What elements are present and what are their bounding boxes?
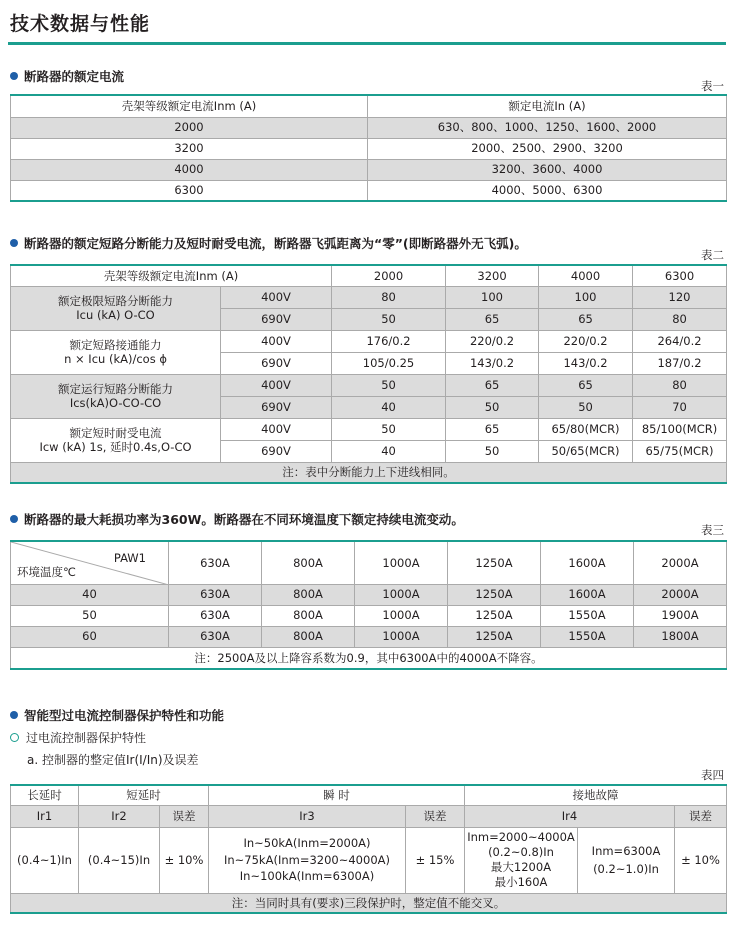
table2-voltage: 690V bbox=[221, 440, 332, 462]
table4-header-long: 长延时 bbox=[11, 785, 79, 805]
table3-cell: 1250A bbox=[448, 605, 541, 626]
table4-note: 注：当同时具有(要求)三段保护时，整定值不能交叉。 bbox=[11, 893, 727, 913]
table3-cell: 800A bbox=[262, 605, 355, 626]
table3-corner-cell bbox=[11, 541, 169, 584]
ground2-line: (0.2~1.0)In bbox=[593, 862, 659, 876]
group-label-line2: Icw (kA) 1s, 延时0.4s,O-CO bbox=[39, 440, 192, 454]
table2-cell: 50 bbox=[332, 374, 446, 396]
table3-tag: 表三 bbox=[701, 523, 724, 537]
table2-cell: 65/75(MCR) bbox=[633, 440, 727, 462]
table2-cell: 85/100(MCR) bbox=[633, 418, 727, 440]
table3-cell: 1900A bbox=[634, 605, 727, 626]
table1-cell: 630、800、1000、1250、1600、2000 bbox=[368, 117, 727, 138]
table3-cell: 800A bbox=[262, 584, 355, 605]
table2-group-label bbox=[11, 286, 221, 330]
table3-header-current: 630A bbox=[169, 541, 262, 584]
table3-cell: 1550A bbox=[541, 626, 634, 647]
table4-tag: 表四 bbox=[701, 768, 724, 782]
table4-ground-error: ± 10% bbox=[675, 827, 727, 893]
group-label-line1: 额定短时耐受电流 bbox=[69, 425, 162, 440]
table4-ir3: Ir3 bbox=[209, 805, 406, 827]
table4-instant-error: ± 15% bbox=[406, 827, 465, 893]
table3-corner-bottom: 环境温度℃ bbox=[17, 565, 76, 580]
section1-heading bbox=[10, 67, 124, 85]
table3-cell: 1000A bbox=[355, 605, 448, 626]
table2-cell: 100 bbox=[446, 286, 539, 308]
table2-cell: 65/80(MCR) bbox=[539, 418, 633, 440]
section2-heading bbox=[10, 234, 527, 252]
table3-cell: 630A bbox=[169, 626, 262, 647]
table3-cell: 1000A bbox=[355, 626, 448, 647]
table2-cell: 105/0.25 bbox=[332, 352, 446, 374]
table2-header-4000: 4000 bbox=[539, 265, 633, 286]
table2-cell: 50 bbox=[446, 440, 539, 462]
table1-header-current: 额定电流In (A) bbox=[368, 95, 727, 117]
table4-header-short: 短延时 bbox=[79, 785, 209, 805]
table2-cell: 40 bbox=[332, 440, 446, 462]
table3-cell: 1000A bbox=[355, 584, 448, 605]
table3-header-current: 1000A bbox=[355, 541, 448, 584]
table2-voltage: 690V bbox=[221, 308, 332, 330]
table2-header-2000: 2000 bbox=[332, 265, 446, 286]
table2-cell: 187/0.2 bbox=[633, 352, 727, 374]
ground-line: Inm=2000~4000A bbox=[467, 830, 575, 845]
ground2-line: Inm=6300A bbox=[591, 843, 661, 858]
table2-voltage: 400V bbox=[221, 330, 332, 352]
section4-heading-text: 智能型过电流控制器保护特性和功能 bbox=[24, 708, 225, 723]
table1-cell: 2000 bbox=[11, 117, 368, 138]
table2-voltage: 400V bbox=[221, 286, 332, 308]
group-label-line1: 额定运行短路分断能力 bbox=[58, 381, 173, 396]
table3-cell: 1800A bbox=[634, 626, 727, 647]
table1-rated-current bbox=[10, 94, 727, 202]
table2-tag: 表二 bbox=[701, 248, 724, 262]
table2-cell: 65 bbox=[539, 374, 633, 396]
table2-cell: 65 bbox=[446, 308, 539, 330]
table2-cell: 220/0.2 bbox=[539, 330, 633, 352]
instant-line: In~75kA(Inm=3200~4000A) bbox=[223, 852, 390, 867]
table4-header-instant: 瞬 时 bbox=[209, 785, 465, 805]
group-label-line2: Icu (kA) O-CO bbox=[76, 308, 155, 322]
table1-cell: 3200、3600、4000 bbox=[368, 159, 727, 180]
table2-group-label bbox=[11, 374, 221, 418]
table3-header-current: 1250A bbox=[448, 541, 541, 584]
table2-voltage: 690V bbox=[221, 352, 332, 374]
table1-tag: 表一 bbox=[701, 79, 724, 93]
table3-cell: 50 bbox=[11, 605, 169, 626]
group-label-line1: 额定极限短路分断能力 bbox=[58, 293, 173, 308]
title-rule bbox=[8, 42, 726, 45]
group-label-line1: 额定短路接通能力 bbox=[69, 337, 162, 352]
table1-cell: 4000、5000、6300 bbox=[368, 180, 727, 201]
section3-heading bbox=[10, 510, 464, 528]
table2-cell: 65 bbox=[446, 374, 539, 396]
table2-cell: 50 bbox=[332, 418, 446, 440]
page-title: 技术数据与性能 bbox=[10, 13, 151, 35]
table4-err-short: 误差 bbox=[160, 805, 209, 827]
ground-line: (0.2~0.8)In bbox=[488, 845, 554, 860]
table2-cell: 65 bbox=[539, 308, 633, 330]
bullet-dot-icon bbox=[10, 239, 18, 247]
table3-cell: 630A bbox=[169, 605, 262, 626]
table3-cell: 1550A bbox=[541, 605, 634, 626]
table4-ir4: Ir4 bbox=[465, 805, 675, 827]
ground-line: 最大1200A bbox=[490, 860, 552, 874]
table1-header-frame: 壳架等级额定电流Inm (A) bbox=[11, 95, 368, 117]
table3-cell: 2000A bbox=[634, 584, 727, 605]
ground-line: 最小160A bbox=[494, 874, 548, 889]
table4-ground-6300 bbox=[578, 827, 675, 893]
table3-header-current: 1600A bbox=[541, 541, 634, 584]
table3-header-current: 2000A bbox=[634, 541, 727, 584]
table3-note: 注：2500A及以上降容系数为0.9，其中6300A中的4000A不降容。 bbox=[11, 647, 727, 669]
table2-cell: 80 bbox=[332, 286, 446, 308]
table4-protection-settings bbox=[10, 784, 727, 914]
table2-group-label bbox=[11, 330, 221, 374]
table2-note: 注：表中分断能力上下进线相同。 bbox=[11, 462, 727, 483]
table3-cell: 800A bbox=[262, 626, 355, 647]
table1-cell: 6300 bbox=[11, 180, 368, 201]
table2-cell: 50 bbox=[446, 396, 539, 418]
table4-short-value: (0.4~15)In bbox=[79, 827, 160, 893]
table2-cell: 40 bbox=[332, 396, 446, 418]
table3-cell: 1250A bbox=[448, 584, 541, 605]
table2-cell: 264/0.2 bbox=[633, 330, 727, 352]
bullet-dot-icon bbox=[10, 72, 18, 80]
table3-cell: 630A bbox=[169, 584, 262, 605]
section4-subsubheading: a. 控制器的整定值Ir(I/In)及误差 bbox=[27, 753, 199, 767]
table4-err-inst: 误差 bbox=[406, 805, 465, 827]
table4-long-value: (0.4~1)In bbox=[11, 827, 79, 893]
group-label-line2: Ics(kA)O-CO-CO bbox=[69, 396, 162, 410]
table4-short-error: ± 10% bbox=[160, 827, 209, 893]
table2-voltage: 400V bbox=[221, 418, 332, 440]
table2-voltage: 690V bbox=[221, 396, 332, 418]
table2-cell: 70 bbox=[633, 396, 727, 418]
table2-header-6300: 6300 bbox=[633, 265, 727, 286]
group-label-line2: n × Icu (kA)/cos ϕ bbox=[64, 352, 167, 366]
bullet-dot-icon bbox=[10, 515, 18, 523]
table2-cell: 143/0.2 bbox=[446, 352, 539, 374]
table2-cell: 143/0.2 bbox=[539, 352, 633, 374]
table2-cell: 120 bbox=[633, 286, 727, 308]
section4-subheading bbox=[10, 729, 146, 746]
table2-voltage: 400V bbox=[221, 374, 332, 396]
table2-header-3200: 3200 bbox=[446, 265, 539, 286]
table3-header-current: 800A bbox=[262, 541, 355, 584]
section4-subheading-text: 过电流控制器保护特性 bbox=[26, 731, 147, 745]
table3-corner-top: PAW1 bbox=[113, 551, 146, 565]
table3-cell: 40 bbox=[11, 584, 169, 605]
table2-cell: 65 bbox=[446, 418, 539, 440]
table1-cell: 3200 bbox=[11, 138, 368, 159]
bullet-dot-icon bbox=[10, 711, 18, 719]
section4-heading bbox=[10, 706, 224, 724]
table2-cell: 80 bbox=[633, 374, 727, 396]
table4-header-ground: 接地故障 bbox=[465, 785, 727, 805]
table2-header-frame: 壳架等级额定电流Inm (A) bbox=[11, 265, 332, 286]
table4-err-ground: 误差 bbox=[675, 805, 727, 827]
table3-cell: 1600A bbox=[541, 584, 634, 605]
table2-cell: 176/0.2 bbox=[332, 330, 446, 352]
table2-cell: 50 bbox=[539, 396, 633, 418]
section2-heading-text: 断路器的额定短路分断能力及短时耐受电流，断路器飞弧距离为“零”(即断路器外无飞弧)。 bbox=[24, 236, 527, 251]
table3-temperature-derating bbox=[10, 540, 727, 670]
table2-group-label bbox=[11, 418, 221, 462]
table2-cell: 80 bbox=[633, 308, 727, 330]
section3-heading-text: 断路器的最大耗损功率为360W。断路器在不同环境温度下额定持续电流变动。 bbox=[24, 512, 464, 527]
table4-ground-values bbox=[465, 827, 578, 893]
hollow-circle-icon bbox=[10, 733, 19, 742]
instant-line: In~100kA(Inm=6300A) bbox=[239, 869, 375, 884]
table3-cell: 60 bbox=[11, 626, 169, 647]
table2-cell: 100 bbox=[539, 286, 633, 308]
table2-breaking-capacity bbox=[10, 264, 727, 484]
table2-cell: 220/0.2 bbox=[446, 330, 539, 352]
table1-cell: 4000 bbox=[11, 159, 368, 180]
section1-heading-text: 断路器的额定电流 bbox=[24, 69, 125, 84]
table4-ir1: Ir1 bbox=[11, 805, 79, 827]
instant-line: In~50kA(Inm=2000A) bbox=[243, 835, 371, 850]
table4-ir2: Ir2 bbox=[79, 805, 160, 827]
table1-cell: 2000、2500、2900、3200 bbox=[368, 138, 727, 159]
table2-cell: 50 bbox=[332, 308, 446, 330]
table2-cell: 50/65(MCR) bbox=[539, 440, 633, 462]
table3-cell: 1250A bbox=[448, 626, 541, 647]
table4-instant-values bbox=[209, 827, 406, 893]
